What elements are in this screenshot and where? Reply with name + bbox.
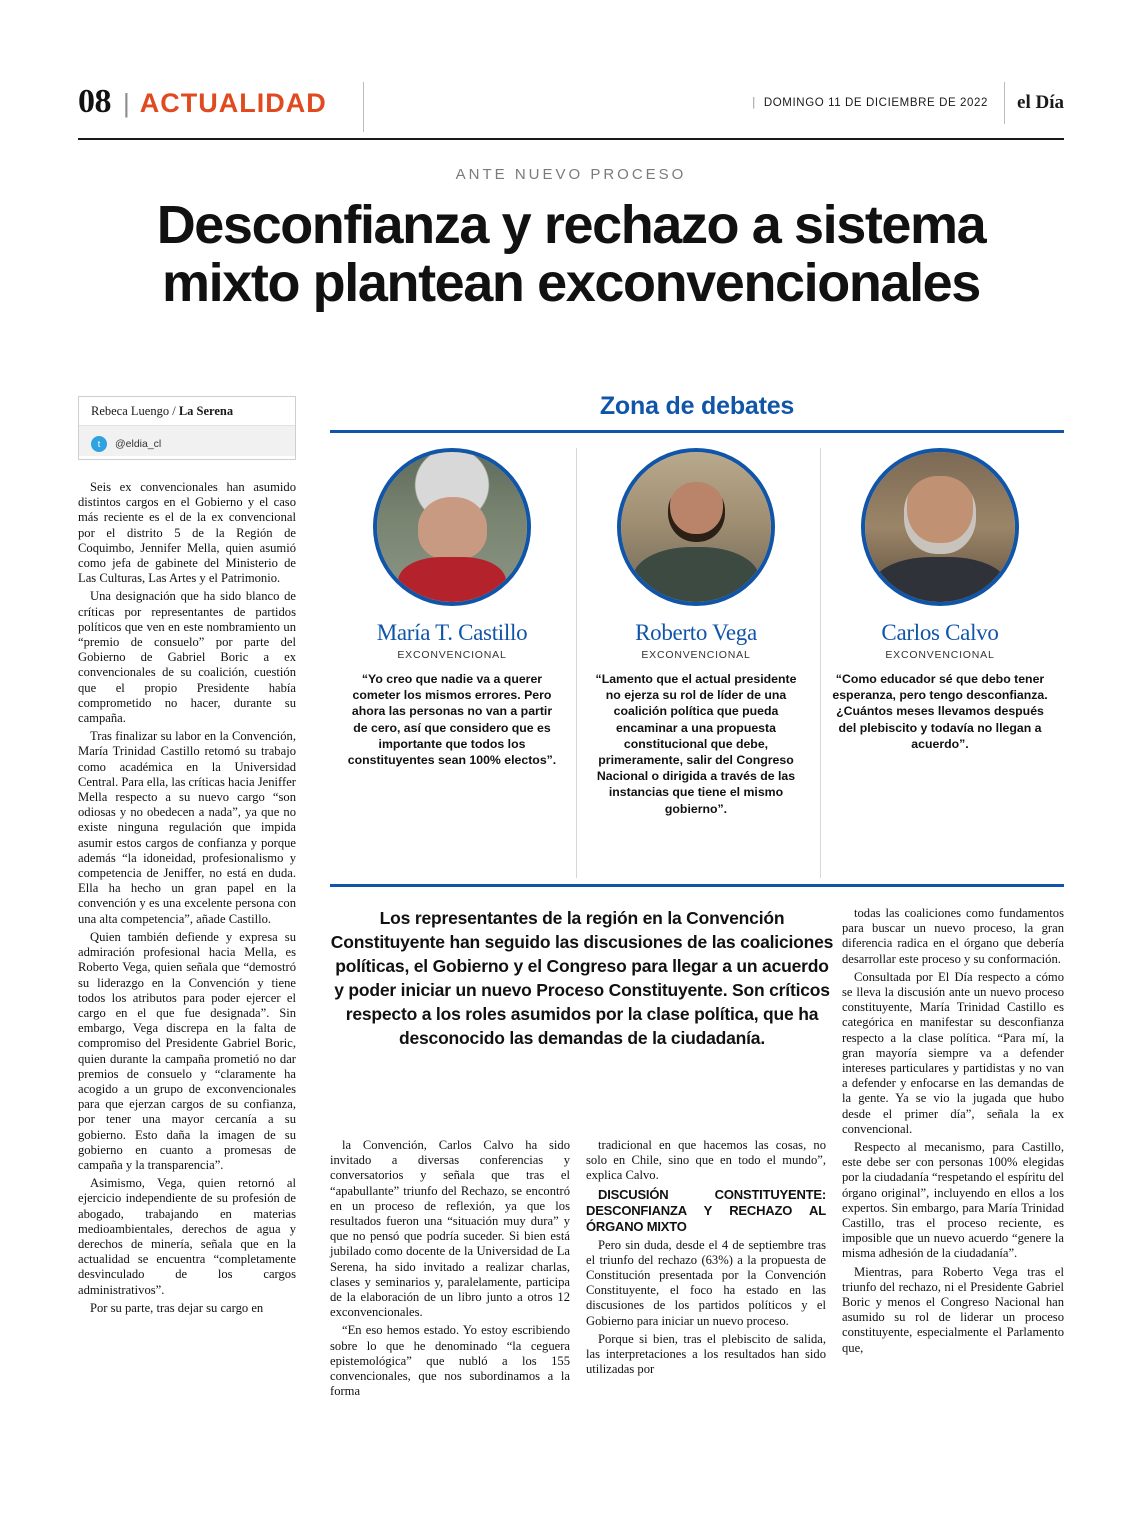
paragraph: Pero sin duda, desde el 4 de septiembre tras el triunfo del rechazo (63%) a la propuesta de Constitución presentada por la Convención Constituyente, el foco ha estado en las discusiones de los partidos políticos y el Gobierno para iniciar un nuevo proceso. [586,1237,826,1328]
date-pipe: | [752,97,756,109]
portrait-image [865,452,1015,602]
date-text: DOMINGO 11 DE DICIEMBRE DE 2022 [763,97,989,109]
paragraph: todas las coaliciones como fundamentos para buscar un nuevo proceso, la gran diferencia radica en el órgano que debería desarrollar este proceso y su conformación. [842,906,1064,966]
debate-bottom-rule [330,884,1064,887]
page-number: 08 [78,83,111,120]
paragraph: Tras finalizar su labor en la Convención, María Trinidad Castillo retomó su trabajo como académica en la Universidad Central. Para ella, las críticas hacia Jeniffer Mella respecto a su nuevo cargo “son odiosas y no obedecen a nada”, ya que no existe ninguna regulación que impida asumir estos cargos de confianza y porque además “la idoneidad, profesionalismo y competencia de Jeniffer, no está en duda. Ella ha hecho un gran papel en la convención y es una excelente persona con una alta competencia”, añade Castillo. [78,729,296,926]
masthead [78,82,1064,140]
paragraph: Consultada por El Día respecto a cómo se lleva la discusión ante un nuevo proceso constituyente, María Trinidad Castillo es categórica en manifestar su desconfianza respecto a la clase política. “Para mí, la gran mayoría siempre va a defender intereses particulares y partidistas y no van a defender y enfocarse en las demandas de la gente. Ya se vio la jugada que hubo desde el primer día”, señala la ex convencional. [842,969,1064,1136]
article-body-column-3 [842,906,1064,1496]
person-role: EXCONVENCIONAL [397,649,507,661]
paragraph: Una designación que ha sido blanco de críticas por representantes de partidos políticos que ven en este nombramiento un “premio de consuelo” por parte del Gobierno de Gabriel Boric a ex convencionales de su coalición, cuestión que el propio Presidente había comprometido no hacer, durante su campaña. [78,589,296,726]
article-body-column-2 [586,1138,826,1493]
debate-person-card [574,448,818,878]
debate-person-card [330,448,574,878]
headline-line-2: mixto plantean exconvencionales [162,253,980,313]
person-role: EXCONVENCIONAL [641,649,751,661]
section-title: ACTUALIDAD [139,88,327,118]
headline-line-1: Desconfianza y rechazo a sistema [156,195,986,255]
article-kicker: ANTE NUEVO PROCESO [455,166,687,183]
person-quote: “Yo creo que nadie va a querer cometer los mismos errores. Pero ahora las personas no van a partir de cero, así que considero que es importante que todos los constituyentes sean 100% electos”. [347,672,557,768]
person-name: Roberto Vega [635,620,757,645]
debate-person-card [818,448,1062,878]
article-left-column [78,480,296,1490]
header-right-group [752,82,1064,124]
person-role: EXCONVENCIONAL [885,649,995,661]
paragraph: Respecto al mecanismo, para Castillo, este debe ser con personas 100% elegidas por la ciudadanía “respetando el espíritu del órgano original”, incluyendo en ellos a los expertos. Sin embargo, para María Trinidad Castillo, tras el proceso reciente, es imposible que un nuevo acuerdo “genere la misma adhesión de la ciudadanía”. [842,1140,1064,1261]
paragraph: Quien también defiende y expresa su admiración profesional hacia Mella, es Roberto Vega, quien señala que “demostró su liderazgo en la Convención y tiene todos los atributos para poder ejercer el cargo en el que fue designada”. Sin embargo, Vega discrepa en la falta de compromiso del Presidente Gabriel Boric, quien durante la campaña prometió no dar premios de consuelo y “claramente ha acogido a un grupo de exconvencionales para que ejerzan cargos de su confianza, por tener una mayor cercanía a su gobierno. Esto daña la imagen de su gobierno en cuanto a promesas de campaña y la transparencia”. [78,929,296,1172]
paragraph: tradicional en que hacemos las cosas, no solo en Chile, sino que en todo el mundo”, explica Calvo. [586,1138,826,1183]
person-name: María T. Castillo [376,620,528,645]
debate-top-rule [330,430,1064,433]
person-name: Carlos Calvo [881,620,999,645]
paragraph: Por su parte, tras dejar su cargo en [90,1300,264,1315]
paragraph: Asimismo, Vega, quien retornó al ejercicio independiente de su profesión de abogado, trabajando en materias medioambientales, derechos de agua y derechos de minería, señala que en la actualidad se encuentra “completamente desvinculado de los cargos administrativos”. [78,1176,296,1297]
header-separator: | [123,88,130,118]
avatar [861,448,1019,606]
byline-box [78,396,296,460]
debate-section-title: Zona de debates [599,392,795,420]
brand-logo: el Día [1004,82,1064,124]
portrait-image [377,452,527,602]
article-body-column-1 [330,1138,570,1493]
person-quote: “Lamento que el actual presidente no ejerza su rol de líder de una coalición política que pueda encaminar a una propuesta constitucional que debe, primeramente, salir del Congreso Nacional o dirigida a través de las instancias que tiene el mismo gobierno”. [595,672,797,816]
twitter-icon: t [91,436,107,452]
article-standfirst: Los representantes de la región en la Convención Constituyente han seguido las discusiones de las coaliciones políticas, el Gobierno y el Congreso para llegar a un acuerdo y poder iniciar un nuevo Proceso Constituyente. Son críticos respecto a los roles asumidos por la clase política, que ha desconocido las demandas de la ciudadanía. [330,908,834,1048]
portrait-image [621,452,771,602]
twitter-handle: @eldia_cl [115,438,162,450]
paragraph: Seis ex convencionales han asumido distintos cargos en el Gobierno y el caso más reciente es el de la ex convencional por el distrito 5 de la Región de Coquimbo, Jennifer Mella, quien asumió como jefa de gabinete del Ministerio de Las Culturas, Las Artes y el Patrimonio. [78,480,296,586]
debate-persons [330,448,1064,878]
page-title [78,196,1064,312]
paragraph: Mientras, para Roberto Vega tras el triunfo del rechazo, ni el Presidente Gabriel Boric y menos el Congreso Nacional han asumido su rol de liderar un proceso constituyente, especialmente el Parlamento que, [842,1264,1064,1355]
byline-location: La Serena [178,404,234,418]
paragraph: Porque si bien, tras el plebiscito de salida, las interpretaciones a los resultados han sido utilizadas por [586,1331,826,1377]
issue-date [752,82,988,124]
paragraph: la Convención, Carlos Calvo ha sido invitado a diversas conferencias y conversatorios y señala que tras el “apabullante” triunfo del Rechazo, se encontró en un proceso de reflexión, ya que los resultados fueron una “situación muy dura” y que no pensó que podría suceder. Si bien está jubilado como docente de la Universidad de La Serena, ha sido invitado a realizar charlas, clases y seminarios y, paralelamente, participa de la elaboración de un libro junto a otros 12 exconvencionales. [330,1138,570,1320]
byline-author [79,397,295,426]
byline-author-name: Rebeca Luengo / [91,404,176,418]
paragraph: “En eso hemos estado. Yo estoy escribiendo sobre lo que he denominado “la ceguera epistemológica” que nubló a los 155 convencionales, que nos subordinamos a la forma [330,1323,570,1399]
avatar [373,448,531,606]
byline-social[interactable] [79,426,295,456]
person-quote: “Como educador sé que debo tener esperanza, pero tengo desconfianza. ¿Cuántos meses llevamos después del plebiscito y todavía no llegan a acuerdo”. [832,672,1048,751]
header-vertical-rule [363,82,364,132]
avatar [617,448,775,606]
section-subheading: DISCUSIÓN CONSTITUYENTE: DESCONFIANZA Y RECHAZO AL ÓRGANO MIXTO [586,1186,826,1234]
